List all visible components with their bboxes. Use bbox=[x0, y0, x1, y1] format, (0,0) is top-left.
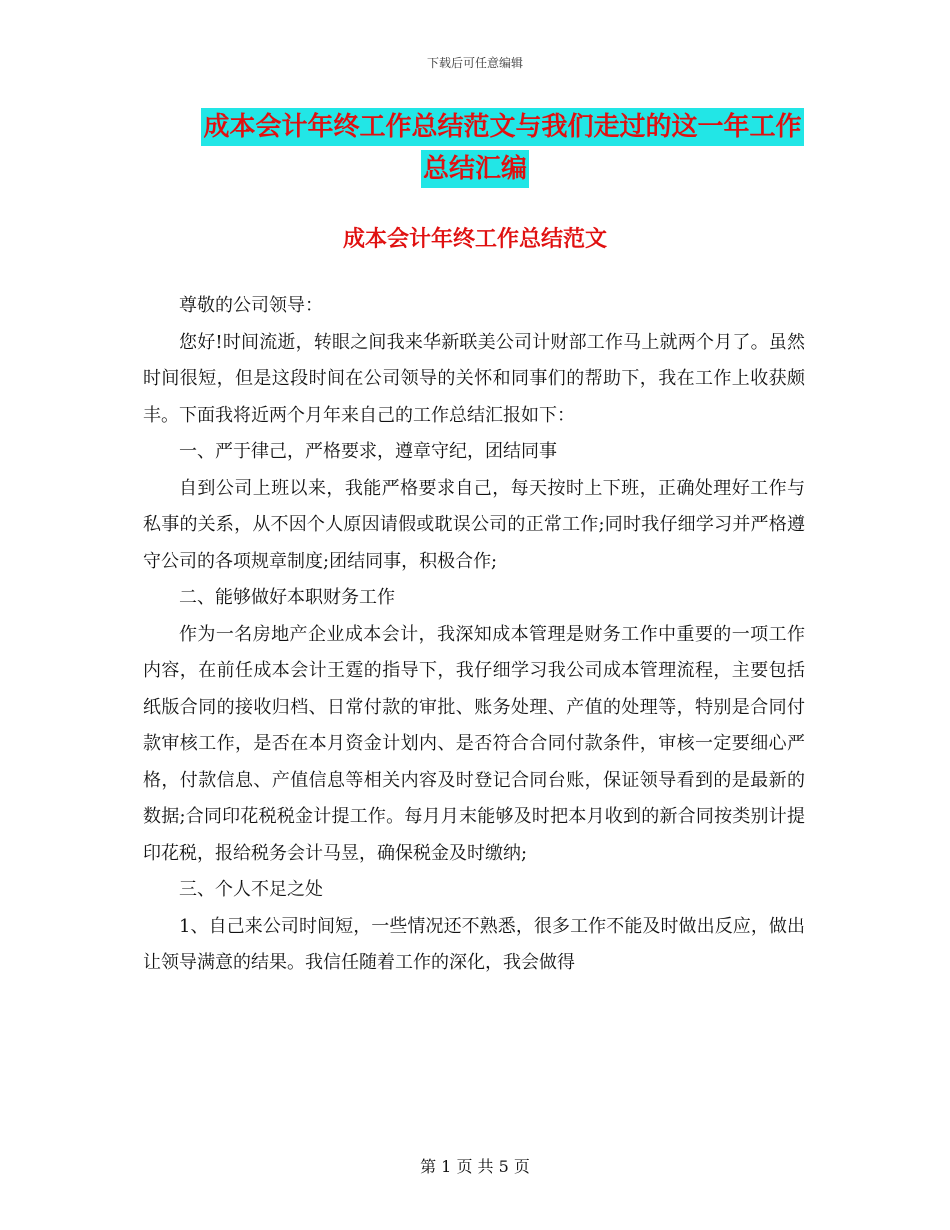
body-paragraph: 1、自己来公司时间短，一些情况还不熟悉，很多工作不能及时做出反应，做出让领导满意的结果。我信任随着工作的深化，我会做得 bbox=[143, 915, 805, 973]
section-heading: 二、能够做好本职财务工作 bbox=[179, 587, 395, 608]
body-paragraph: 自到公司上班以来，我能严格要求自己，每天按时上下班，正确处理好工作与私事的关系，从不因个人原因请假或耽误公司的正常工作;同时我仔细学习并严格遵守公司的各项规章制度;团结同事，积极合作; bbox=[143, 477, 805, 572]
page-number: 第 1 页 共 5 页 bbox=[420, 1157, 530, 1176]
section-heading: 一、严于律己，严格要求，遵章守纪，团结同事 bbox=[179, 441, 557, 462]
body-paragraph: 作为一名房地产企业成本会计，我深知成本管理是财务工作中重要的一项工作内容，在前任成本会计王霆的指导下，我仔细学习我公司成本管理流程，主要包括纸版合同的接收归档、日常付款的审批、账务处理、产值的处理等，特别是合同付款审核工作，是否在本月资金计划内、是否符合合同付款条件，审核一定要细心严格，付款信息、产值信息等相关内容及时登记合同台账，保证领导看到的是最新的数据;合同印花税税金计提工作。每月月末能够及时把本月收到的新合同按类别计提印花税，报给税务会计马昱，确保税金及时缴纳; bbox=[143, 623, 805, 864]
salutation: 尊敬的公司领导： bbox=[179, 295, 323, 316]
title-line-2: 总结汇编 bbox=[421, 150, 529, 188]
title-line-1: 成本会计年终工作总结范文与我们走过的这一年工作 bbox=[201, 108, 803, 146]
section-title: 成本会计年终工作总结范文 bbox=[342, 227, 607, 252]
section-heading: 三、个人不足之处 bbox=[179, 879, 323, 900]
page-header-note: 下载后可任意编辑 bbox=[426, 56, 523, 70]
document-title bbox=[140, 108, 810, 188]
document-body bbox=[143, 288, 805, 982]
body-paragraph: 您好!时间流逝，转眼之间我来华新联美公司计财部工作马上就两个月了。虽然时间很短，但是这段时间在公司领导的关怀和同事们的帮助下，我在工作上收获颇丰。下面我将近两个月年来自己的工作总结汇报如下： bbox=[143, 331, 805, 426]
